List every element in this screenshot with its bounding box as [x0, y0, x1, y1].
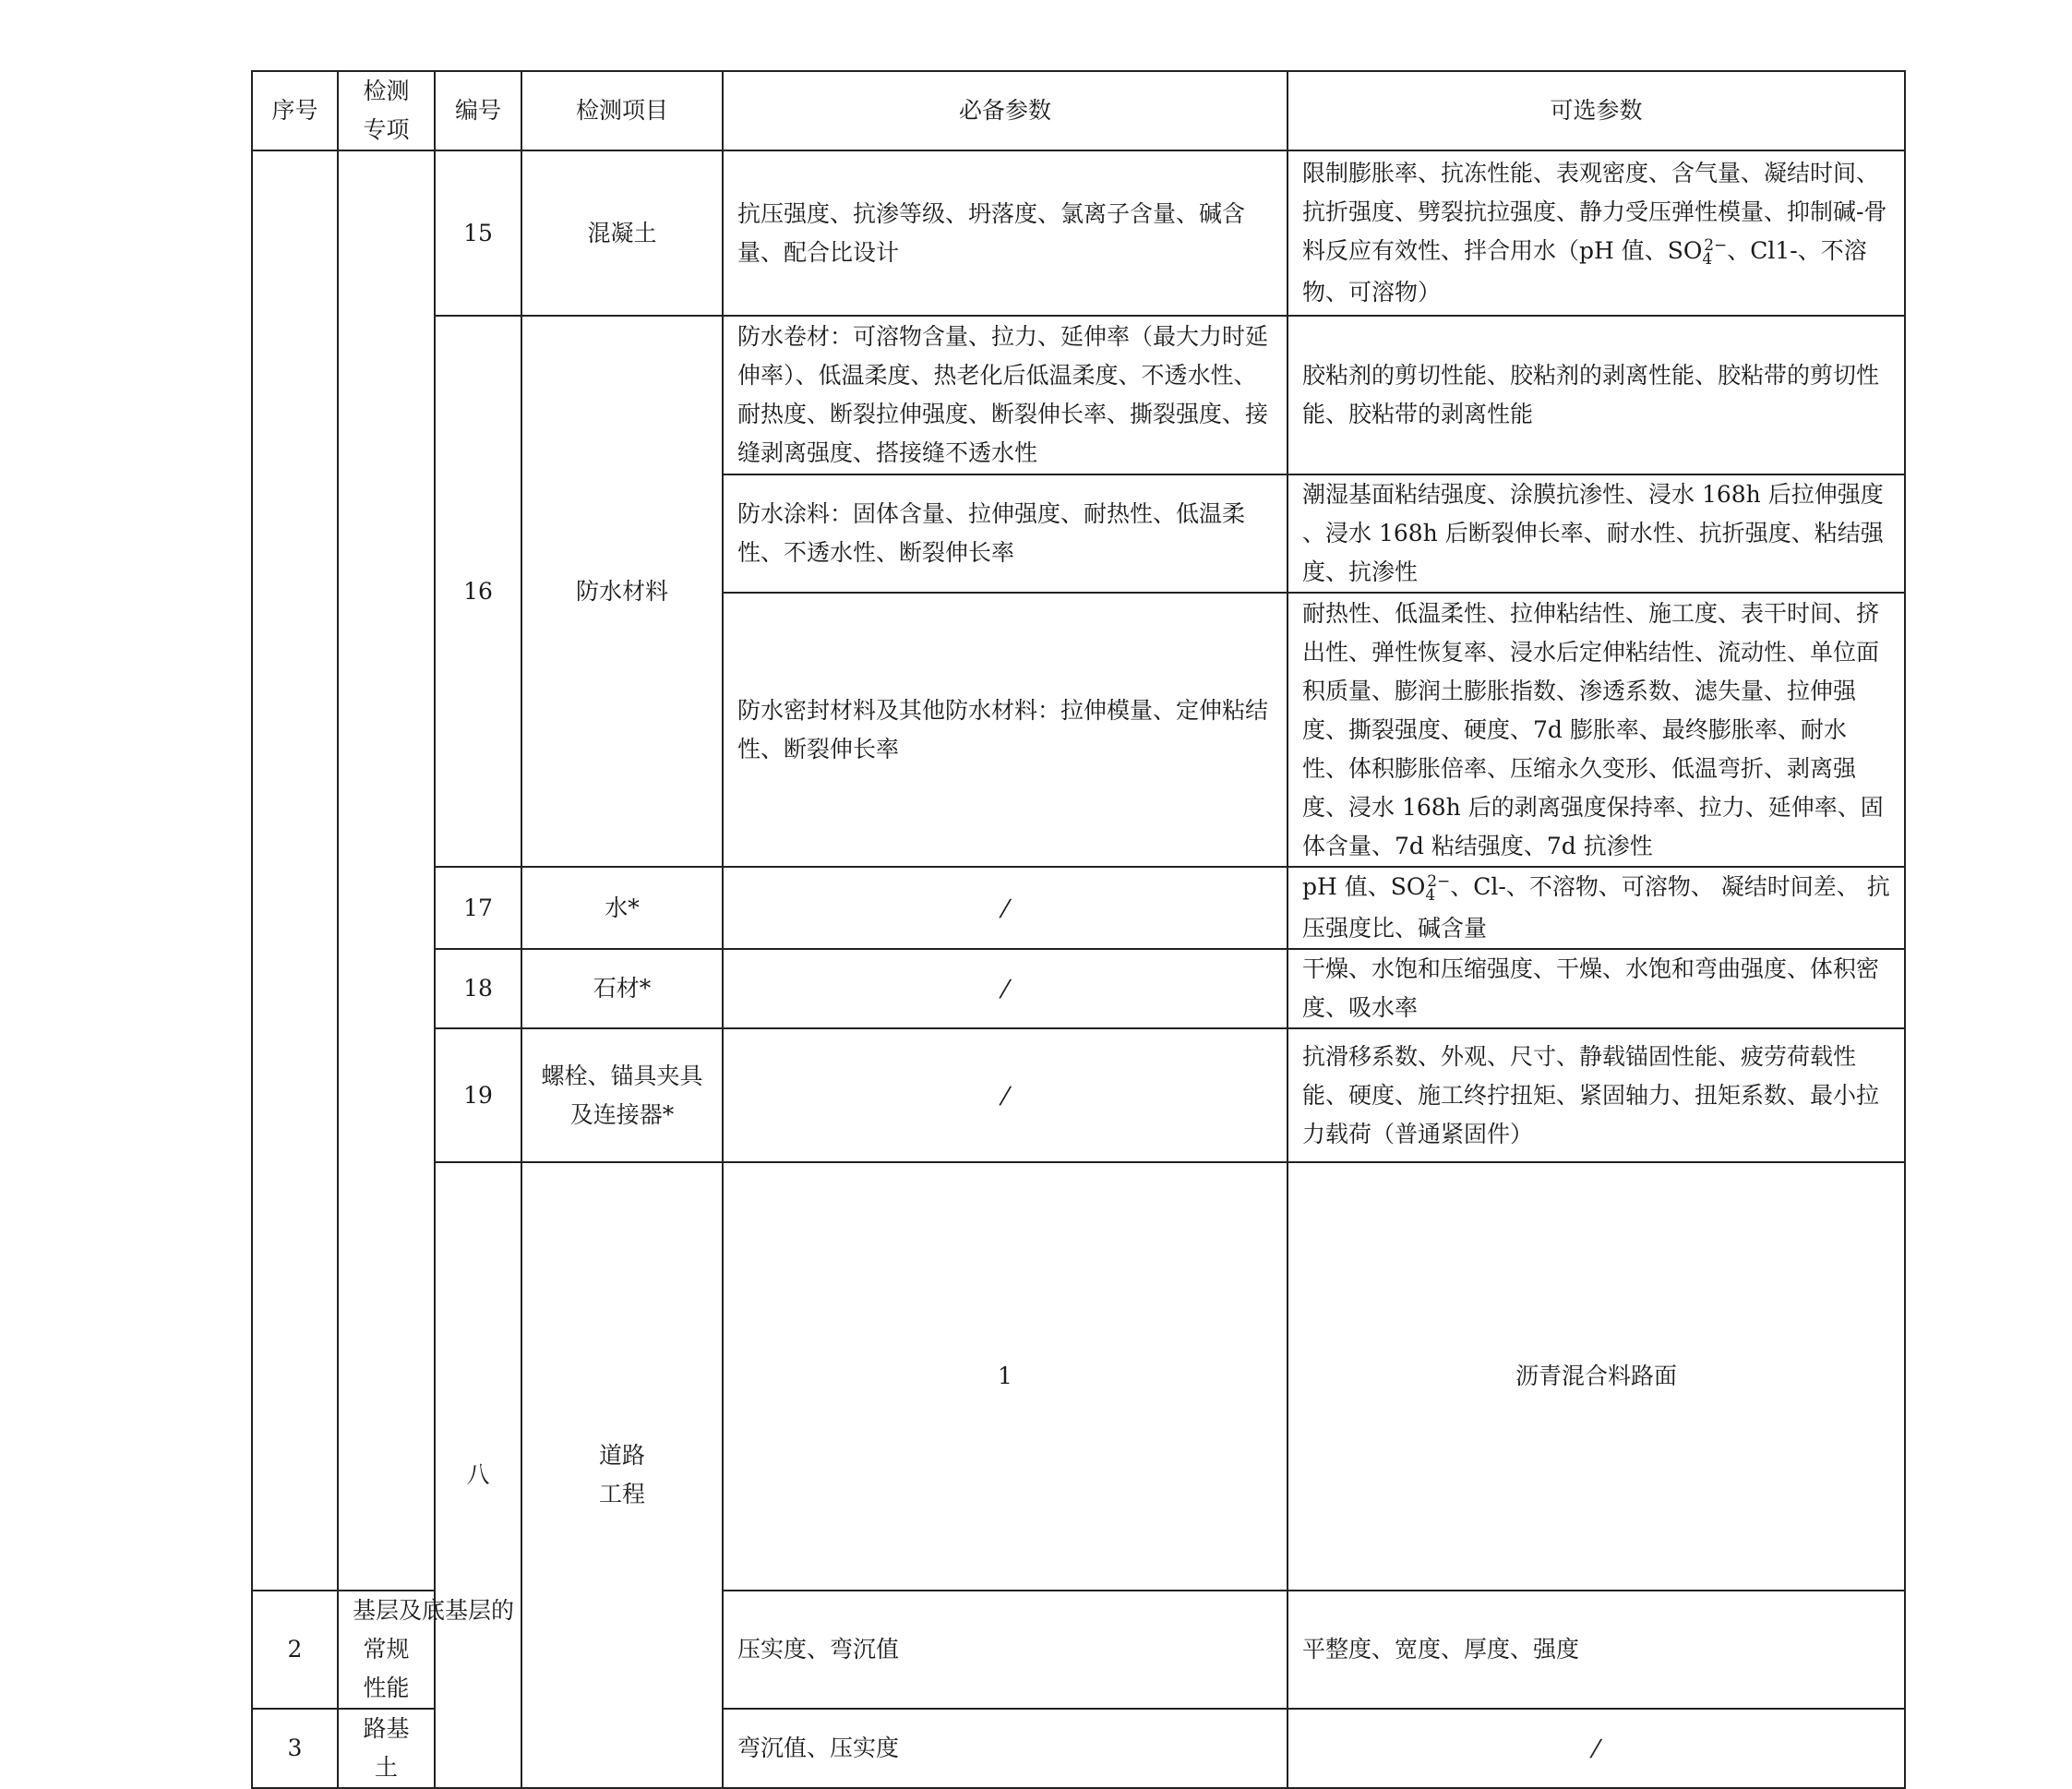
header-special-line2: 专项: [363, 116, 410, 143]
item-cell: 路基土: [338, 1709, 435, 1788]
code-cell: 17: [435, 867, 521, 949]
optional-cell: 干燥、水饱和压缩强度、干燥、水饱和弯曲强度、体积密度、吸水率: [1288, 949, 1905, 1028]
optional-cell: 平整度、宽度、厚度、强度: [1288, 1591, 1905, 1709]
section-special-line1: 道路: [598, 1442, 645, 1469]
code-cell: 19: [435, 1028, 521, 1162]
header-optional: 可选参数: [1288, 71, 1905, 150]
required-cell: [723, 1028, 1288, 1162]
item-cell: 沥青混合料路面: [1288, 1162, 1905, 1591]
required-cell: 抗压强度、抗渗等级、坍落度、氯离子含量、碱含量、配合比设计: [723, 150, 1288, 316]
header-item: 检测项目: [521, 71, 723, 150]
optional-text-a: 限制膨胀率、抗冻性能、表观密度、含气量、凝结时间、抗折强度、劈裂抗拉强度、静力受压弹性模量、抑制碱-骨料反应有效性、拌合用水（pH 值、: [1302, 160, 1887, 264]
required-cell: 防水密封材料及其他防水材料：拉伸模量、定伸粘结性、断裂伸长率: [723, 593, 1288, 867]
item-cell: 水*: [521, 867, 723, 949]
formula-sub: 4: [1425, 886, 1436, 905]
table-row-18: [252, 949, 1905, 1028]
required-cell: [723, 867, 1288, 949]
code-cell: 3: [252, 1709, 338, 1788]
item-cell: 防水材料: [521, 316, 723, 867]
spec-table: [251, 70, 1906, 1789]
optional-text-a: pH 值、: [1302, 873, 1391, 900]
formula-sup: 2−: [1704, 236, 1728, 255]
table-row-17: [252, 867, 1905, 949]
seq-cell-empty: [252, 150, 338, 1591]
code-cell: 2: [252, 1591, 338, 1709]
section-special-line2: 工程: [598, 1481, 645, 1507]
formula-sup: 2−: [1427, 872, 1451, 891]
slash-mark: /: [1588, 1735, 1604, 1761]
header-code: 编号: [435, 71, 521, 150]
formula-sub: 4: [1702, 250, 1713, 269]
item-cell: 混凝土: [521, 150, 723, 316]
formula-so: SO: [1667, 237, 1703, 264]
header-required: 必备参数: [723, 71, 1288, 150]
code-cell: 18: [435, 949, 521, 1028]
optional-cell: [1288, 1709, 1905, 1788]
item-cell: [338, 1591, 515, 1709]
slash-mark: /: [998, 894, 1013, 921]
item-line1: 基层及底基层的: [353, 1597, 515, 1624]
item-line2: 常规性能: [363, 1636, 410, 1701]
required-cell: 弯沉值、压实度: [723, 1709, 1288, 1788]
optional-text-b: 、Cl1-、不溶物、可溶物）: [1302, 237, 1867, 306]
special-cell-empty: [338, 150, 435, 1591]
slash-mark: /: [998, 1081, 1013, 1109]
formula-so: SO: [1390, 873, 1426, 900]
sulfate-formula: [1390, 872, 1451, 905]
header-special: [338, 71, 435, 150]
optional-cell: 抗滑移系数、外观、尺寸、静载锚固性能、疲劳荷载性能、硬度、施工终拧扭矩、紧固轴力、扭矩系数、最小拉力载荷（普通紧固件）: [1288, 1028, 1905, 1162]
table-row-15: [252, 150, 1905, 316]
header-row: [252, 71, 1905, 150]
header-special-line1: 检测: [363, 78, 410, 104]
section-seq-cell: 八: [435, 1162, 521, 1788]
table-row-road-1: [252, 1162, 1905, 1591]
optional-cell: 潮湿基面粘结强度、涂膜抗渗性、浸水 168h 后拉伸强度 、浸水 168h 后断裂伸长率、耐水性、抗折强度、粘结强度、抗渗性: [1288, 474, 1905, 593]
table-row-16a: [252, 316, 1905, 474]
code-cell: 16: [435, 316, 521, 867]
header-seq: 序号: [252, 71, 338, 150]
optional-cell: [1288, 867, 1905, 949]
required-cell: 防水涂料：固体含量、拉伸强度、耐热性、低温柔性、不透水性、断裂伸长率: [723, 474, 1288, 593]
item-cell: 螺栓、锚具夹具及连接器*: [521, 1028, 723, 1162]
slash-mark: /: [998, 975, 1013, 1002]
item-cell: 石材*: [521, 949, 723, 1028]
required-cell: 防水卷材：可溶物含量、拉力、延伸率（最大力时延伸率）、低温柔度、热老化后低温柔度、不透水性、耐热度、断裂拉伸强度、断裂伸长率、撕裂强度、接缝剥离强度、搭接缝不透水性: [723, 316, 1288, 474]
required-cell: 压实度、弯沉值: [723, 1591, 1288, 1709]
optional-cell: 胶粘剂的剪切性能、胶粘剂的剥离性能、胶粘带的剪切性能、胶粘带的剥离性能: [1288, 316, 1905, 474]
code-cell: 1: [723, 1162, 1288, 1591]
section-special-cell: [521, 1162, 723, 1788]
code-cell: 15: [435, 150, 521, 316]
optional-cell: 耐热性、低温柔性、拉伸粘结性、施工度、表干时间、挤出性、弹性恢复率、浸水后定伸粘结性、流动性、单位面积质量、膨润土膨胀指数、渗透系数、滤失量、拉伸强度、撕裂强度、硬度、7d 膨胀率、最终膨胀率、耐水性、体积膨胀倍率、压缩永久变形、低温弯折、剥离强度、浸水 168h 后的剥离强度保持率、拉力、延伸率、固体含量、7d 粘结强度、7d 抗渗性: [1288, 593, 1905, 867]
required-cell: [723, 949, 1288, 1028]
optional-text-b: 、Cl-、不溶物、可溶物、 凝结时间差、 抗压强度比、碱含量: [1302, 873, 1890, 942]
optional-cell: [1288, 150, 1905, 316]
table-row-19: [252, 1028, 1905, 1162]
sulfate-formula: [1667, 236, 1728, 269]
